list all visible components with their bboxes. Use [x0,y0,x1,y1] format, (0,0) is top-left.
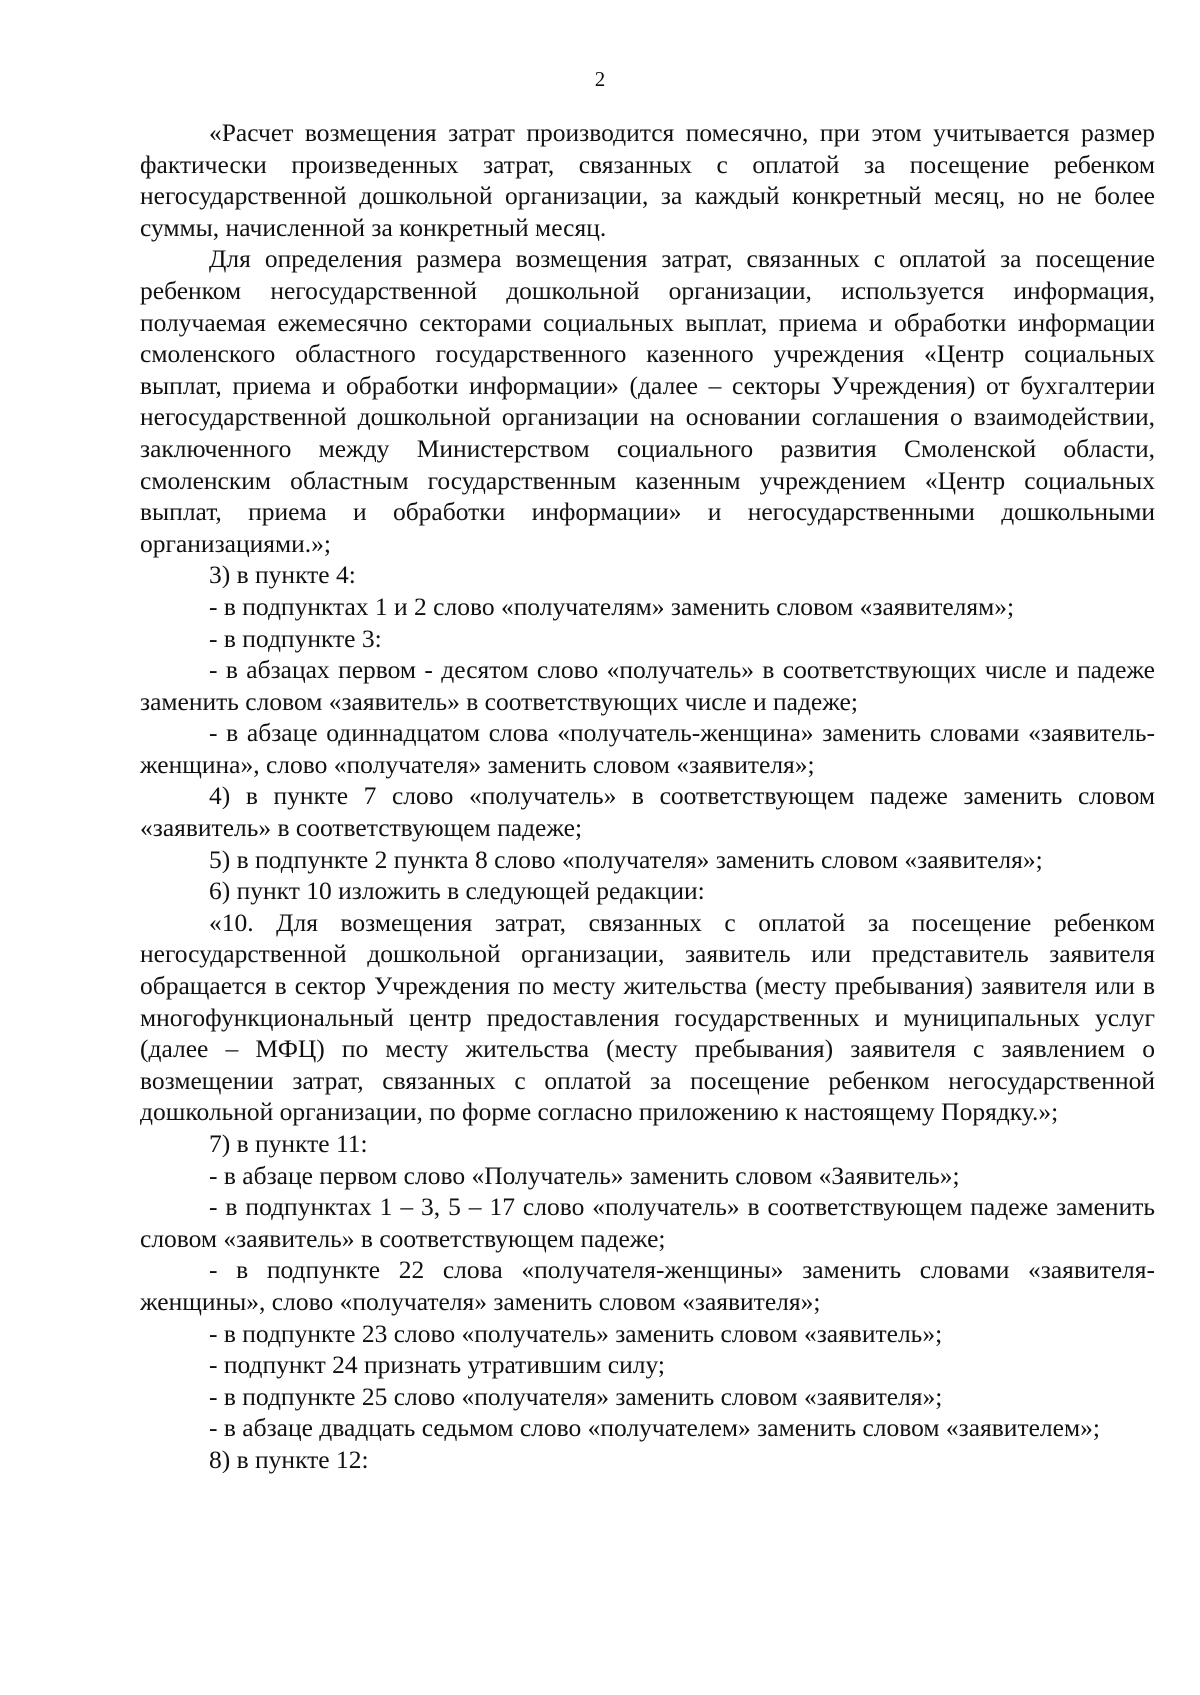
paragraph-item-3-sub-1-2: - в подпунктах 1 и 2 слово «получателям» заменить словом «заявителям»; [209,591,1015,621]
paragraph-item-7-sub-23: - в подпункте 23 слово «получатель» заменить словом «заявитель»; [209,1318,943,1348]
paragraph-reimbursement-calculation: «Расчет возмещения затрат производится помесячно, при этом учитывается размер фактически произведенных затрат, связанных с оплатой за посещение ребенком негосударственной дошкольной организации, за каждый конкретный месяц, но не более суммы, начисленной за конкретный месяц. [140,118,1155,242]
paragraph-item-7-sub-22: - в подпункте 22 слова «получателя-женщины» заменить словами «заявителя-женщины», слово «получателя» заменить словом «заявителя»; [140,1255,1155,1316]
paragraph-item-6-heading: 6) пункт 10 изложить в следующей редакции: [209,876,705,906]
paragraph-item-7-sub-25: - в подпункте 25 слово «получателя» заменить словом «заявителя»; [209,1381,943,1411]
paragraph-reimbursement-information: Для определения размера возмещения затрат, связанных с оплатой за посещение ребенком негосударственной дошкольной организации, используется информация, получаемая ежемесячно секторами социальных выплат, приема и обработки информации смоленского областного государственного казенного учреждения «Центр социальных выплат, приема и обработки информации» (далее – секторы Учреждения) от бухгалтерии негосударственной дошкольной организации на основании соглашения о взаимодействии, заключенного между Министерством социального развития Смоленской области, смоленским областным государственным казенным учреждением «Центр социальных выплат, приема и обработки информации» и негосударственными дошкольными организациями.»; [140,244,1155,558]
paragraph-item-6-point-10: «10. Для возмещения затрат, связанных с оплатой за посещение ребенком негосударственной дошкольной организации, заявитель или представитель заявителя обращается в сектор Учреждения по месту жительства (месту пребывания) заявителя или в многофункциональный центр предоставления государственных и муниципальных услуг (далее – МФЦ) по месту жительства (месту пребывания) заявителя с заявлением о возмещении затрат, связанных с оплатой за посещение ребенком негосударственной дошкольной организации, по форме согласно приложению к настоящему Порядку.»; [140,907,1155,1127]
paragraph-item-3-heading: 3) в пункте 4: [209,560,356,590]
paragraph-item-7-abz-27: - в абзаце двадцать седьмом слово «получателем» заменить словом «заявителем»; [209,1413,1100,1443]
paragraph-item-3-abz-1-10: - в абзацах первом - десятом слово «получатель» в соответствующих числе и падеже заменить словом «заявитель» в соответствующих числе и падеже; [140,655,1155,716]
paragraph-item-7-sub-24: - подпункт 24 признать утратившим силу; [209,1350,665,1380]
paragraph-item-4: 4) в пункте 7 слово «получатель» в соответствующем падеже заменить словом «заявитель» в соответствующем падеже; [140,781,1155,843]
document-body [140,117,1155,1476]
paragraph-item-8-heading: 8) в пункте 12: [209,1444,369,1474]
paragraph-item-7-heading: 7) в пункте 11: [209,1129,368,1158]
paragraph-item-7-sub-1-17: - в подпунктах 1 – 3, 5 – 17 слово «получатель» в соответствующем падеже заменить словом «заявитель» в соответствующем падеже; [140,1192,1155,1253]
paragraph-item-5: 5) в подпункте 2 пункта 8 слово «получателя» заменить словом «заявителя»; [209,844,1043,874]
paragraph-item-3-abz-11: - в абзаце одиннадцатом слова «получатель-женщина» заменить словами «заявитель-женщина», слово «получателя» заменить словом «заявителя»; [140,718,1155,779]
page-number: 2 [594,67,606,91]
paragraph-item-3-sub-3: - в подпункте 3: [209,623,382,653]
paragraph-item-7-abz-1: - в абзаце первом слово «Получатель» заменить словом «Заявитель»; [209,1160,960,1190]
